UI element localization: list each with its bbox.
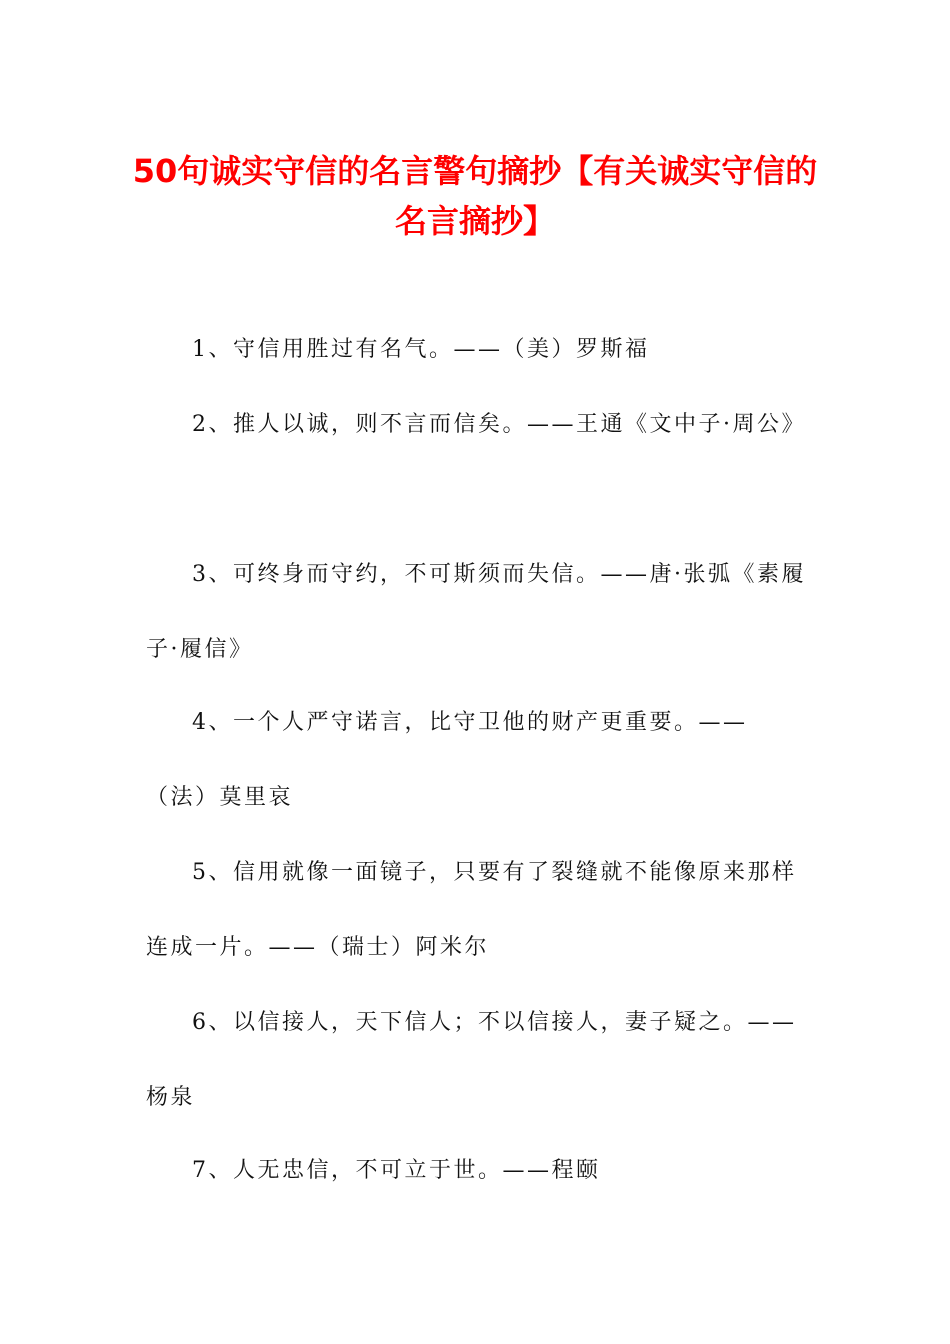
quote-3: 3、可终身而守约，不可斯须而失信。——唐·张弧《素履子·履信》 (146, 562, 806, 662)
quote-6: 6、以信接人，天下信人；不以信接人，妻子疑之。——杨泉 (146, 1010, 797, 1110)
quote-4: 4、一个人严守诺言，比守卫他的财产更重要。——（法）莫里哀 (146, 710, 748, 810)
quote-2: 2、推人以诚，则不言而信矣。——王通《文中子·周公》 (192, 412, 806, 437)
quote-1: 1、守信用胜过有名气。——（美）罗斯福 (192, 337, 650, 362)
quote-5: 5、信用就像一面镜子，只要有了裂缝就不能像原来那样连成一片。——（瑞士）阿米尔 (146, 860, 797, 960)
document-title: 50句诚实守信的名言警句摘抄【有关诚实守信的名言摘抄】 (132, 152, 818, 240)
quote-7: 7、人无忠信，不可立于世。——程颐 (192, 1158, 601, 1183)
